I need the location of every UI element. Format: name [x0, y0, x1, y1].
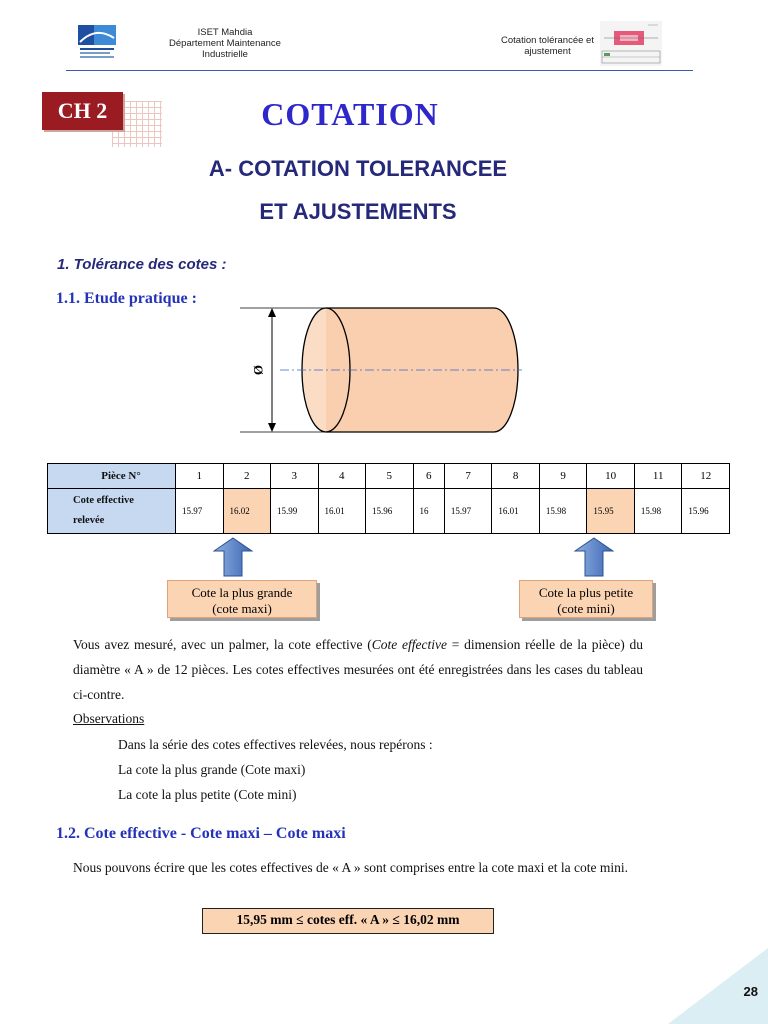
table-header-cell: 3	[271, 464, 319, 489]
section-1-2-paragraph: Nous pouvons écrire que les cotes effectives de « A » sont comprises entre la cote maxi et la cote mini.	[73, 860, 628, 875]
table-header-cell: 2	[223, 464, 271, 489]
doc-title-line: ajustement	[524, 46, 571, 57]
callout-line: (cote mini)	[557, 601, 615, 616]
row-label-line: Cote effective	[73, 495, 134, 506]
table-header-cell: 12	[682, 464, 730, 489]
callout-line: (cote maxi)	[212, 601, 272, 616]
table-header-label: Pièce N°	[48, 464, 176, 489]
callout-line: Cote la plus grande	[191, 585, 293, 600]
table-row-label	[48, 489, 176, 534]
page-title: COTATION	[261, 96, 439, 132]
measurement-table	[47, 463, 730, 534]
table-header-cell: 9	[539, 464, 587, 489]
table-header-cell: 8	[492, 464, 540, 489]
observations-heading: Observations	[73, 711, 145, 726]
observation-line: Dans la série des cotes effectives relevées, nous repérons :	[118, 737, 433, 752]
table-cell: 15.97	[444, 489, 492, 534]
table-cell: 15.98	[634, 489, 682, 534]
observation-line: La cote la plus petite (Cote mini)	[118, 787, 297, 802]
table-header-cell: 10	[587, 464, 635, 489]
up-arrow-icon	[213, 537, 253, 577]
table-cell: 15.99	[271, 489, 319, 534]
institution-line: ISET Mahdia	[197, 27, 253, 38]
table-cell: 16	[413, 489, 444, 534]
drawing-thumbnail	[600, 21, 662, 66]
callout-line: Cote la plus petite	[538, 585, 634, 600]
table-header-row	[48, 464, 730, 489]
table-header-cell: 6	[413, 464, 444, 489]
subtitle-line-2: ET AJUSTEMENTS	[259, 199, 457, 224]
observation-line: La cote la plus grande (Cote maxi)	[118, 762, 306, 777]
table-cell: 16.01	[318, 489, 366, 534]
table-cell-min: 15.95	[587, 489, 635, 534]
header-rule	[66, 70, 693, 71]
table-header-cell: 1	[176, 464, 224, 489]
diameter-symbol: Ø	[251, 365, 266, 376]
table-header-cell: 7	[444, 464, 492, 489]
institution-line: Industrielle	[202, 49, 248, 60]
table-cell: 15.98	[539, 489, 587, 534]
table-header-cell: 4	[318, 464, 366, 489]
institution-line: Département Maintenance	[169, 38, 281, 49]
up-arrow-icon	[574, 537, 614, 577]
table-cell: 15.97	[176, 489, 224, 534]
paragraph-text: = dimension réelle de la pièce) du diamètre « A » de 12 pièces. Les cotes effectives mesurées ont été enregistrées dans les cases du tableau ci-contre.	[73, 637, 644, 702]
formula-box: 15,95 mm ≤ cotes eff. « A » ≤ 16,02 mm	[202, 908, 494, 934]
paragraph-text: Vous avez mesuré, avec un palmer, la cote effective (	[73, 637, 372, 652]
table-cell: 16.01	[492, 489, 540, 534]
table-cell: 15.96	[366, 489, 414, 534]
table-cell-max: 16.02	[223, 489, 271, 534]
callout-cote-mini	[519, 580, 653, 618]
intro-paragraph	[73, 632, 643, 707]
iset-logo	[76, 22, 118, 64]
table-row	[48, 489, 730, 534]
page-number: 28	[743, 984, 758, 999]
doc-title-line: Cotation tolérancée et	[501, 35, 594, 46]
callout-cote-maxi	[167, 580, 317, 618]
row-label-line: relevée	[73, 515, 105, 526]
subtitle-line-1: A- COTATION TOLERANCEE	[208, 156, 508, 181]
institution-header	[150, 27, 300, 60]
chapter-badge: CH 2	[42, 92, 123, 130]
table-header-cell: 11	[634, 464, 682, 489]
section-heading-1-1: 1.1. Etude pratique :	[56, 290, 197, 307]
paragraph-italic: Cote effective	[371, 637, 447, 652]
section-heading-1-2: 1.2. Cote effective - Cote maxi – Cote maxi	[56, 825, 346, 842]
table-header-cell: 5	[366, 464, 414, 489]
section-heading-1: 1. Tolérance des cotes :	[57, 256, 227, 273]
table-cell: 15.96	[682, 489, 730, 534]
cylinder-diagram	[240, 300, 530, 440]
